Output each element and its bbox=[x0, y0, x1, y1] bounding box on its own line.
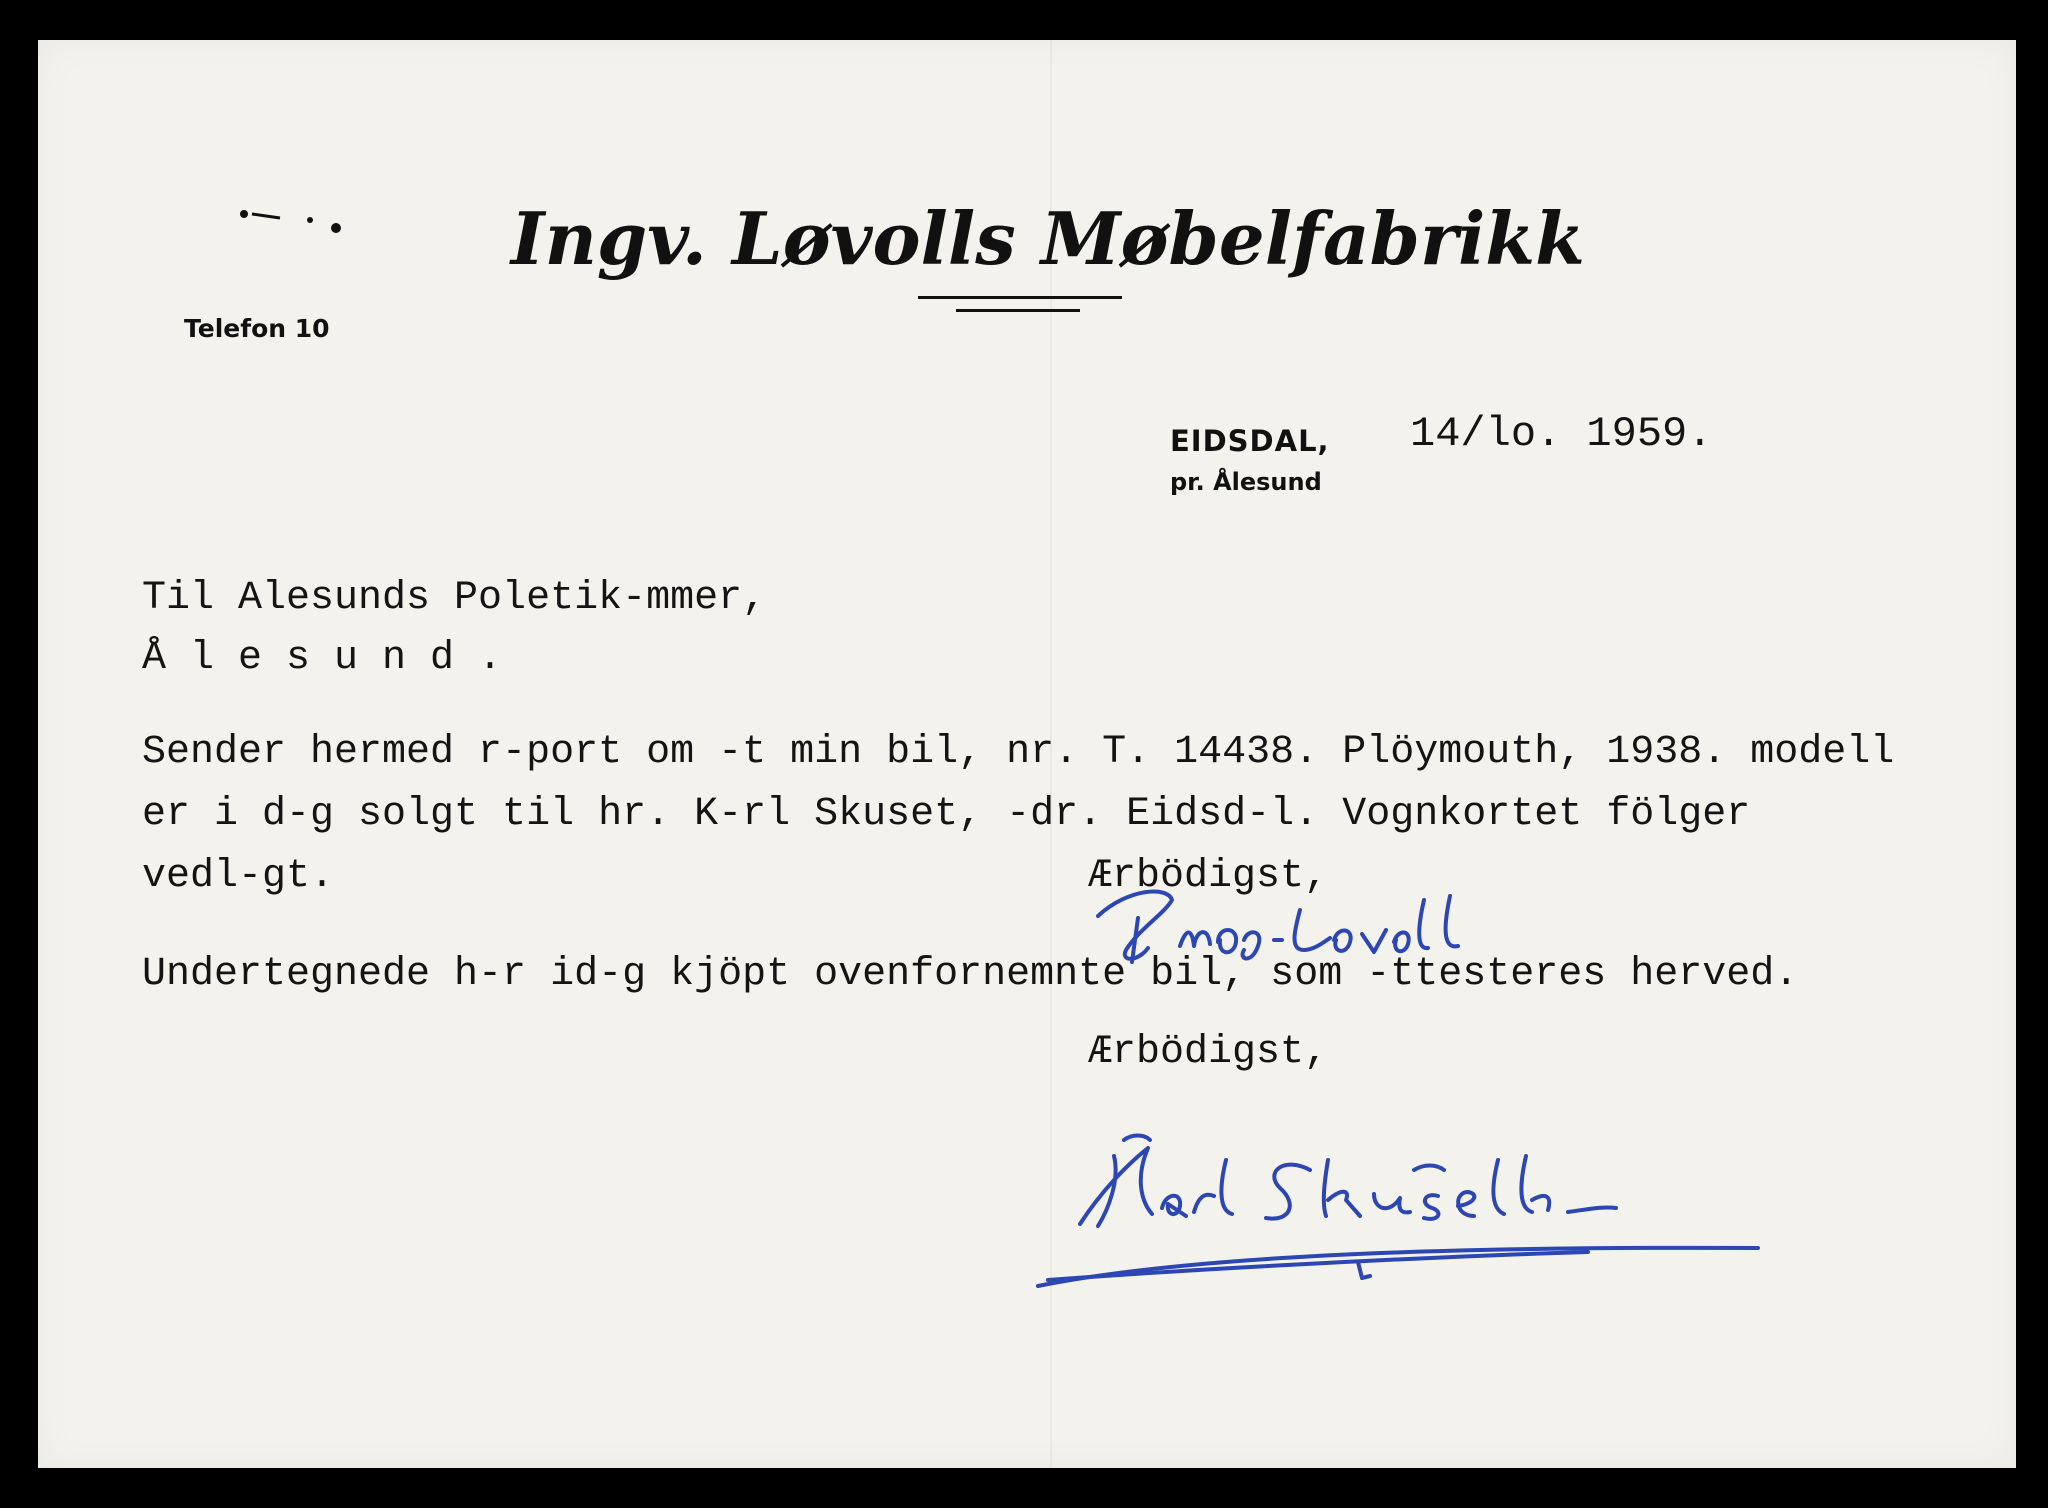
closing-buyer: Ærbödigst, bbox=[1088, 1030, 1329, 1075]
recipient-line: Til Alesunds Poletik-mmer, bbox=[142, 576, 767, 621]
seller-signature bbox=[1068, 870, 1488, 980]
body-line: vedl-gt. bbox=[142, 854, 335, 899]
postal-address: pr. Ålesund bbox=[1170, 468, 1322, 496]
ink-specks bbox=[188, 170, 348, 240]
place-name: EIDSDAL, bbox=[1170, 424, 1330, 458]
recipient-city: Å l e s u n d . bbox=[142, 636, 503, 681]
letterhead-rule-long bbox=[918, 296, 1122, 299]
company-name: Ingv. Løvolls Møbelfabrikk bbox=[510, 196, 1586, 281]
body-line: Undertegnede h-r id-g kjöpt ovenfornemnte bil, som -ttesteres herved. bbox=[142, 952, 1799, 997]
closing-seller: Ærbödigst, bbox=[1088, 854, 1329, 899]
body-line: er i d-g solgt til hr. K-rl Skuset, -dr. Eidsd-l. Vognkortet fölger bbox=[142, 792, 1751, 837]
letterhead-rule-short bbox=[956, 309, 1080, 312]
letter-date: 14/lo. 1959. bbox=[1410, 410, 1713, 458]
body-line: Sender hermed r-port om -t min bil, nr. T. 14438. Plöymouth, 1938. modell bbox=[142, 730, 1895, 775]
buyer-signature bbox=[1028, 1100, 1768, 1300]
telephone: Telefon 10 bbox=[184, 314, 330, 343]
letter-paper bbox=[38, 40, 2016, 1468]
